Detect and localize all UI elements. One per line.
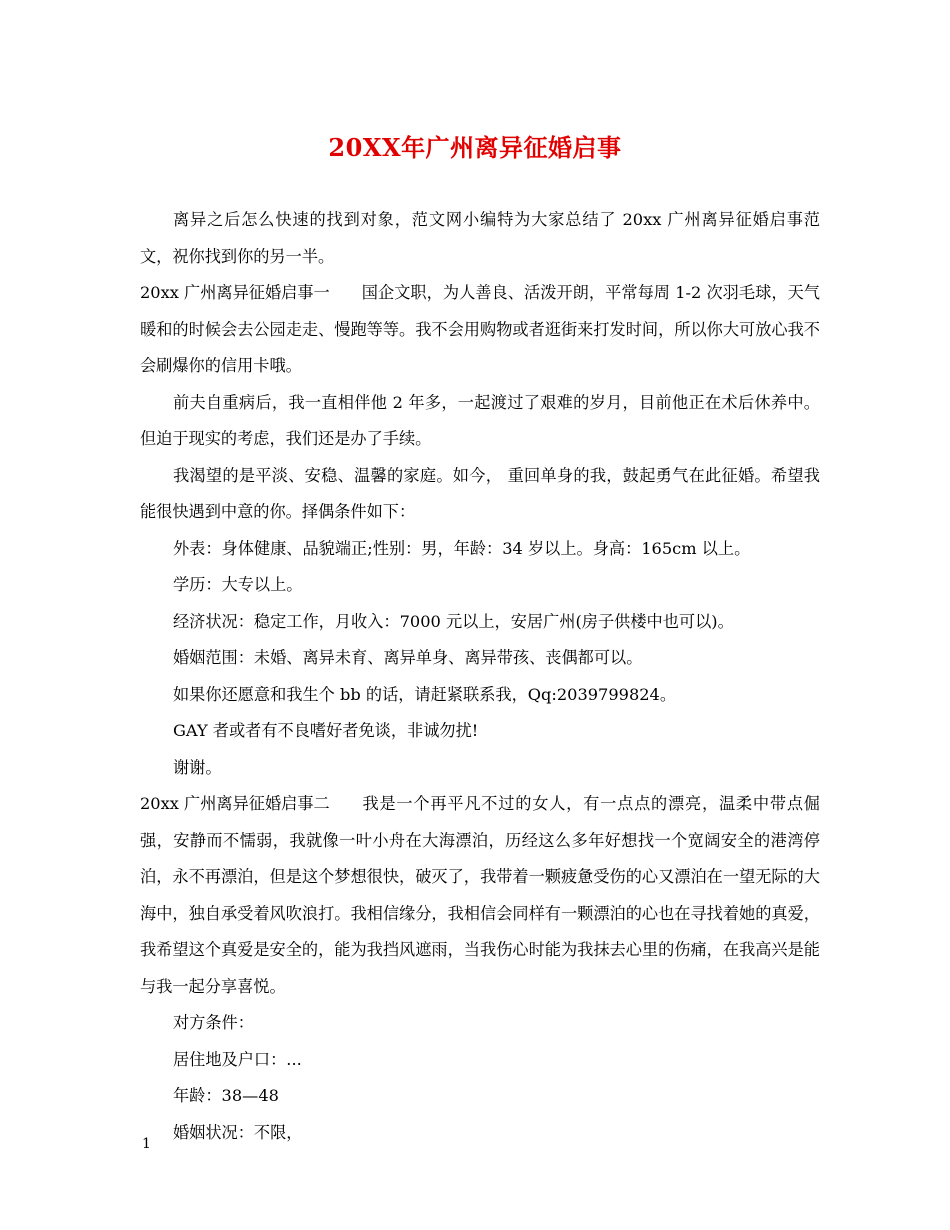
section2-text: 我是一个再平凡不过的女人，有一点点的漂亮，温柔中带点倔强，安静而不懦弱，我就像一叶小舟在大海漂泊，历经这么多年好想找一个宽阔安全的港湾停泊，永不再漂泊，但是这个梦想很快，破灭了，我带着一颗疲惫受伤的心又漂泊在一望无际的大海中，独自承受着风吹浪打。我相信缘分，我相信会同样有一颗漂泊的心也在寻找着她的真爱，我希望这个真爱是安全的，能为我挡风遮雨，当我伤心时能为我抹去心里的伤痛，在我高兴是能与我一起分享喜悦。 bbox=[140, 794, 820, 996]
section2-heading: 20xx 广州离异征婚启事二 bbox=[140, 794, 330, 813]
partner-conditions-label: 对方条件： bbox=[173, 1013, 254, 1032]
thanks-paragraph: 谢谢。 bbox=[173, 757, 222, 777]
document-body bbox=[140, 202, 820, 1151]
husband-paragraph: 前夫自重病后，我一直相伴他 2 年多，一起渡过了艰难的岁月，目前他正在术后休养中。但迫于现实的考虑，我们还是办了手续。 bbox=[140, 392, 820, 448]
section1-text: 国企文职，为人善良、活泼开朗，平常每周 1-2 次羽毛球，天气暖和的时候会去公园走走、慢跑等等。我不会用购物或者逛街来打发时间，所以你大可放心我不会刷爆你的信用卡哦。 bbox=[140, 283, 820, 375]
age-line: 年龄：38—48 bbox=[173, 1086, 279, 1105]
hope-paragraph: 我渴望的是平淡、安稳、温馨的家庭。如今， 重回单身的我，鼓起勇气在此征婚。希望我能很快遇到中意的你。择偶条件如下： bbox=[140, 465, 820, 521]
intro-paragraph: 离异之后怎么快速的找到对象，范文网小编特为大家总结了 20xx 广州离异征婚启事范文，祝你找到你的另一半。 bbox=[140, 210, 820, 266]
requirement-education: 学历：大专以上。 bbox=[173, 575, 303, 594]
section1-paragraph bbox=[140, 275, 820, 385]
residence-line: 居住地及户口：... bbox=[173, 1049, 302, 1069]
marital-status-line: 婚姻状况：不限， bbox=[173, 1122, 303, 1142]
document-title: 20XX年广州离异征婚启事 bbox=[328, 133, 622, 162]
page-number: 1 bbox=[142, 1136, 151, 1152]
disclaimer-paragraph: GAY 者或者有不良嗜好者免谈，非诚勿扰! bbox=[173, 721, 479, 740]
section2-paragraph bbox=[140, 786, 820, 1005]
section1-heading: 20xx 广州离异征婚启事一 bbox=[140, 283, 330, 302]
contact-paragraph: 如果你还愿意和我生个 bb 的话，请赶紧联系我，Qq:2039799824。 bbox=[173, 684, 677, 704]
requirement-appearance: 外表：身体健康、品貌端正;性别：男，年龄：34 岁以上。身高：165cm 以上。 bbox=[173, 538, 751, 558]
requirement-marriage: 婚姻范围：未婚、离异未育、离异单身、离异带孩、丧偶都可以。 bbox=[173, 648, 643, 667]
requirement-economy: 经济状况：稳定工作，月收入：7000 元以上，安居广州(房子供楼中也可以)。 bbox=[173, 611, 734, 631]
